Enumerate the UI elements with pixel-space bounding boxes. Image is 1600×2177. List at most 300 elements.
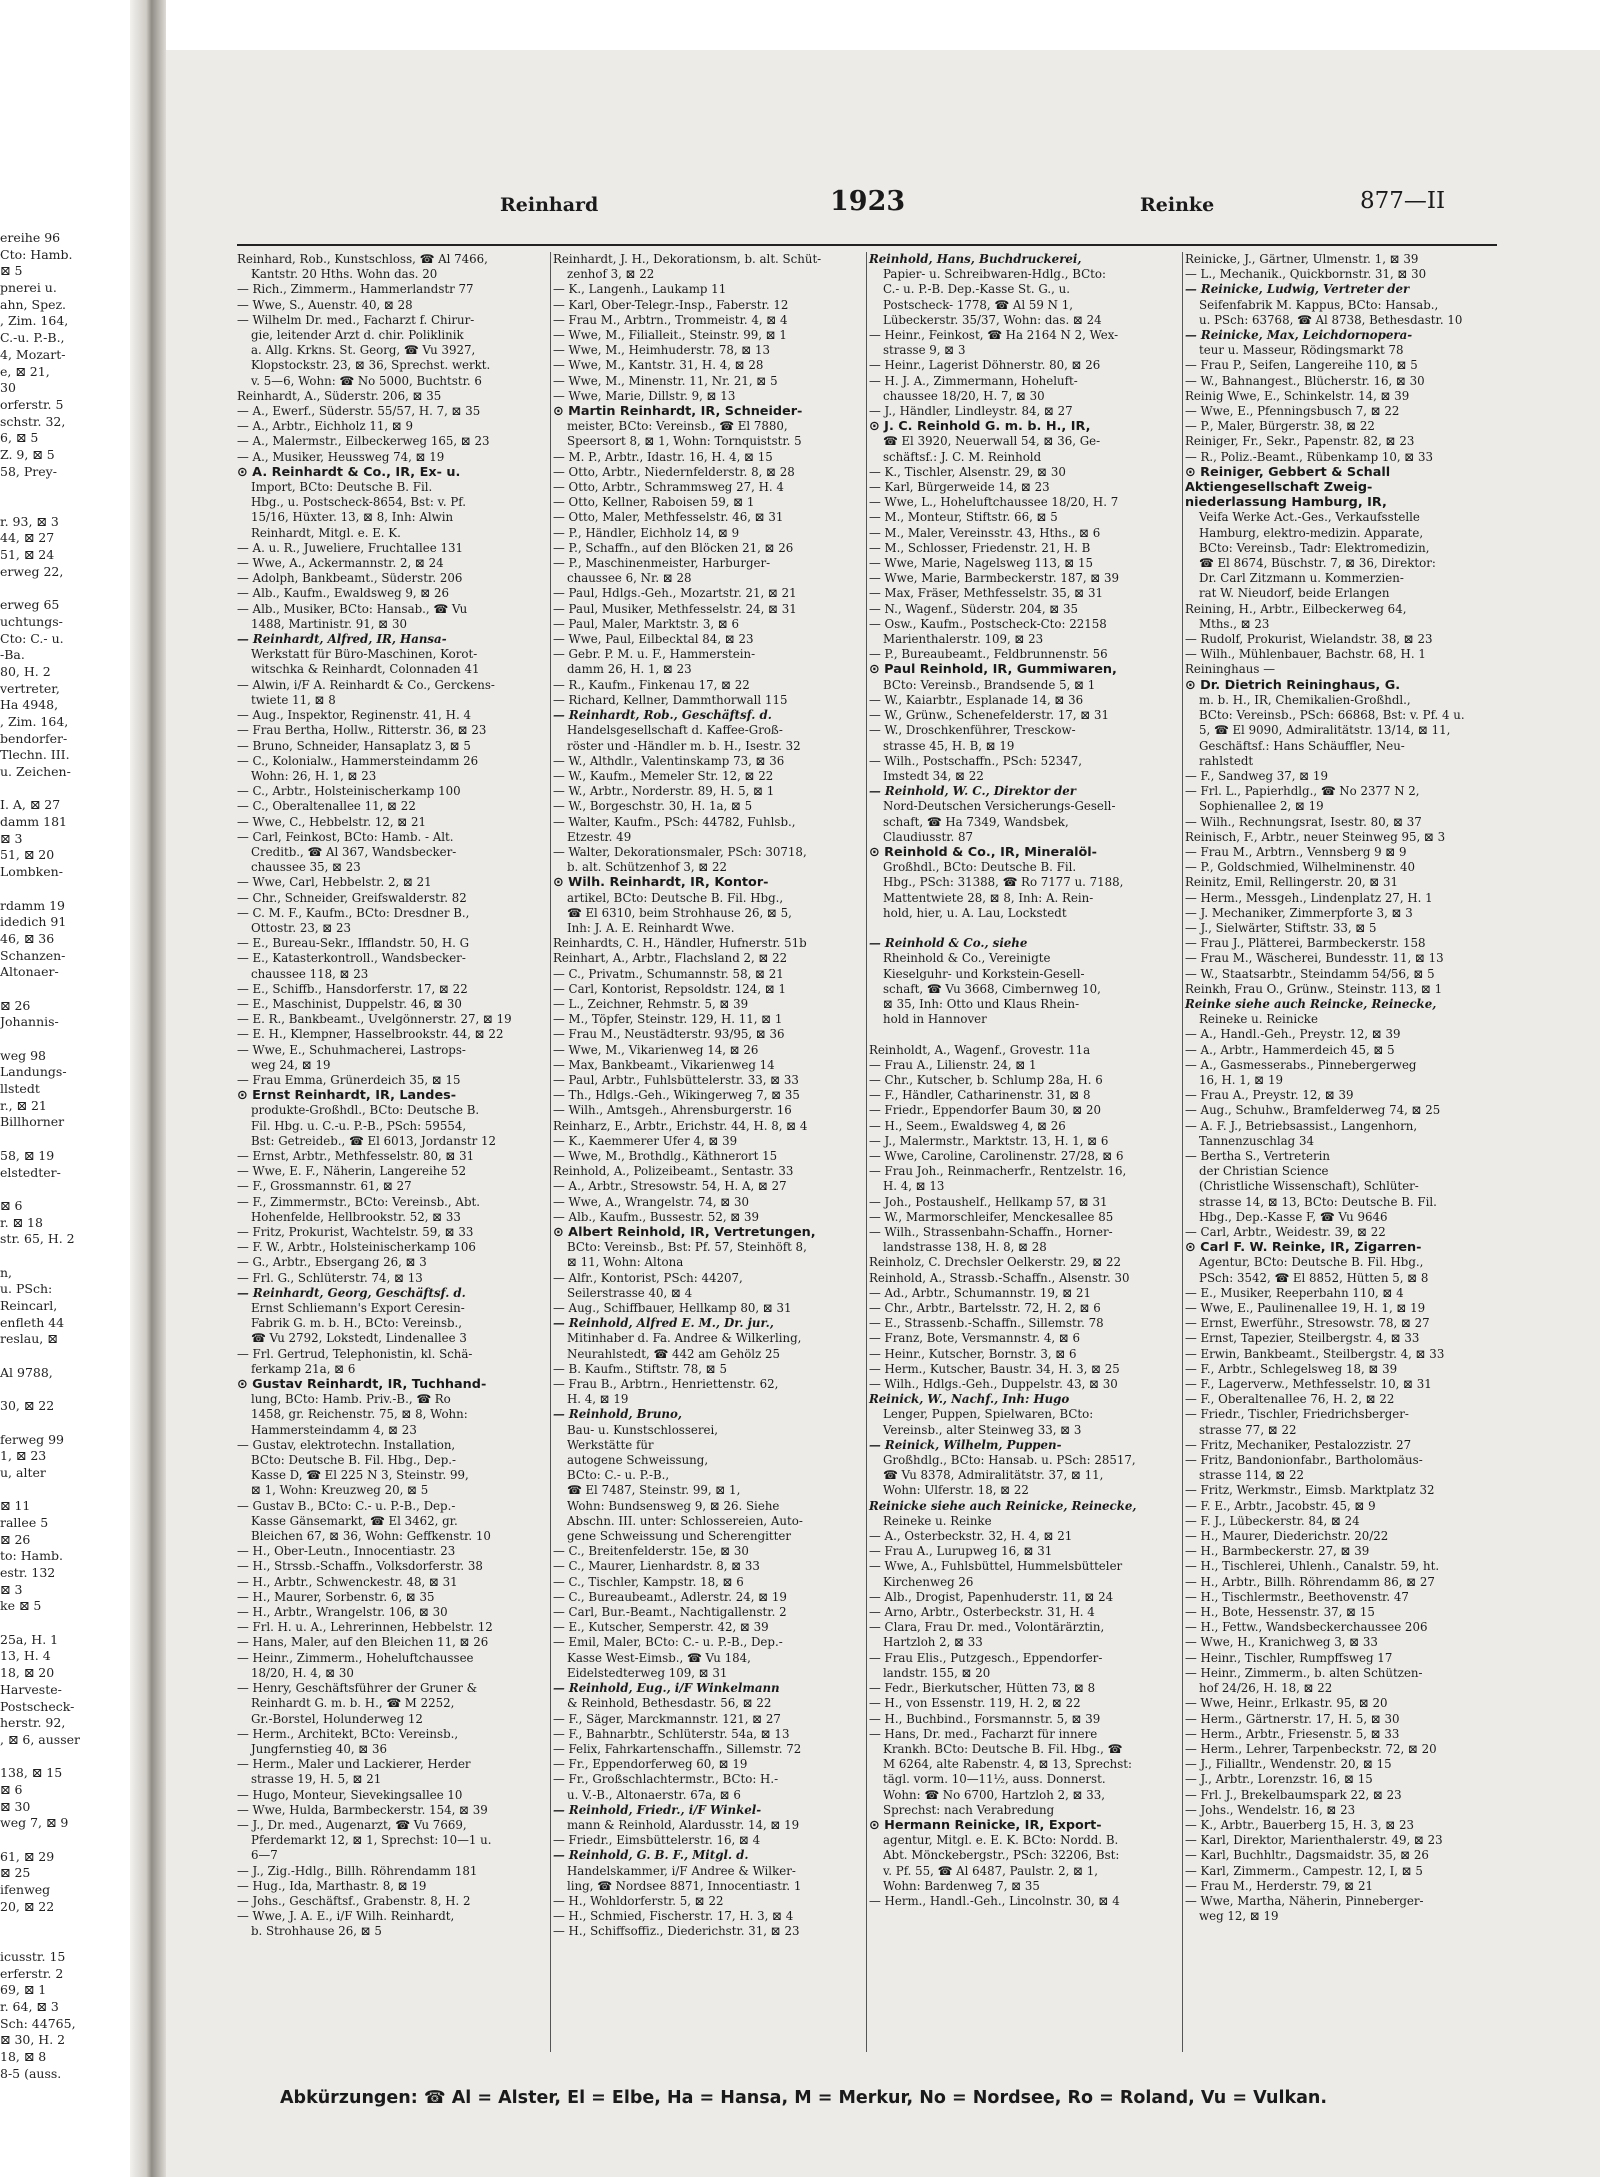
directory-entry-line: Kantstr. 20 Hths. Wohn das. 20	[251, 267, 438, 282]
directory-entry-line: — Frau J., Plätterei, Barmbeckerstr. 158	[1185, 936, 1426, 951]
fragment-line: C.-u. P.-B.,	[0, 330, 65, 346]
fragment-line: r. 93, ⊠ 3	[0, 513, 59, 529]
directory-entry-line: Reinholdt, A., Wagenf., Grovestr. 11a	[869, 1042, 1091, 1057]
fragment-line: Ha 4948,	[0, 697, 59, 713]
directory-entry-line: witschka & Reinhardt, Colonnaden 41	[251, 662, 480, 677]
directory-column-3	[869, 252, 1174, 2067]
directory-entry-line: — Wwe, Caroline, Carolinenstr. 27/28, ⊠ 6	[869, 1148, 1124, 1163]
fragment-line: idedich 91	[0, 914, 67, 930]
directory-entry-line: — Gebr. P. M. u. F., Hammerstein-	[553, 647, 756, 662]
directory-entry-line: — L., Mechanik., Quickbornstr. 31, ⊠ 30	[1185, 267, 1427, 282]
directory-entry-line: — Rich., Zimmerm., Hammerlandstr 77	[237, 282, 474, 297]
directory-entry-line: — H., Maurer, Sorbenstr. 6, ⊠ 35	[237, 1589, 435, 1604]
directory-entry-line: — Friedr., Eppendorfer Baum 30, ⊠ 20	[869, 1103, 1101, 1118]
directory-entry-line: — A., Arbtr., Hammerdeich 45, ⊠ 5	[1185, 1042, 1395, 1057]
directory-entry-line: landstr. 155, ⊠ 20	[883, 1665, 991, 1680]
directory-entry-line: ⊙ Ernst Reinhardt, IR, Landes-	[237, 1088, 457, 1104]
fragment-line: weg 98	[0, 1047, 46, 1063]
directory-entry-line: — Heinr., Zimmerm., Hoheluftchaussee	[237, 1650, 474, 1665]
directory-entry-line: Reinhold, A., Strassb.-Schaffn., Alsenstr. 30	[869, 1270, 1130, 1285]
directory-entry-line: — F., Säger, Marckmannstr. 121, ⊠ 27	[553, 1711, 781, 1726]
directory-entry-line: BCto: Vereinsb., Brandsende 5, ⊠ 1	[883, 677, 1096, 692]
fragment-line	[0, 1749, 128, 1766]
directory-entry-line: agentur, Mitgl. e. E. K. BCto: Nordd. B.	[883, 1833, 1119, 1848]
directory-entry-line: — F., Lagerverw., Methfesselstr. 10, ⊠ 31	[1185, 1377, 1432, 1392]
directory-entry-line: — Frau A., Lilienstr. 24, ⊠ 1	[869, 1057, 1037, 1072]
directory-entry-line: 1488, Martinistr. 91, ⊠ 30	[251, 616, 407, 631]
directory-entry-line: — H., Arbtr., Billh. Röhrendamm 86, ⊠ 27	[1185, 1574, 1435, 1589]
directory-entry-line: — Gustav B., BCto: C.- u. P.-B., Dep.-	[237, 1498, 456, 1513]
fragment-line: Z. 9, ⊠ 5	[0, 446, 55, 462]
directory-entry-line: — Wwe, A., Wrangelstr. 74, ⊠ 30	[553, 1194, 749, 1209]
fragment-line: 44, ⊠ 27	[0, 530, 55, 546]
directory-entry-line: ☎ Vu 8378, Admiralitätstr. 37, ⊠ 11,	[883, 1468, 1104, 1483]
directory-entry-line: — W., Grünw., Schenefelderstr. 17, ⊠ 31	[869, 708, 1109, 723]
directory-entry-line: — Wwe, L., Hoheluftchaussee 18/20, H. 7	[869, 495, 1119, 510]
directory-entry-line: Reinhard, Rob., Kunstschloss, ☎ Al 7466,	[237, 252, 488, 266]
directory-entry-line: — Heinr., Lagerist Döhnerstr. 80, ⊠ 26	[869, 358, 1101, 373]
fragment-line: Sch: 44765,	[0, 2015, 76, 2031]
directory-entry-line: — Wwe, Heinr., Erlkastr. 95, ⊠ 20	[1185, 1696, 1388, 1711]
fragment-line	[0, 881, 128, 898]
directory-entry-line: — Osw., Kaufm., Postscheck-Cto: 22158	[869, 616, 1107, 631]
directory-entry-line: — J., Zig.-Hdlg., Billh. Röhrendamm 181	[237, 1863, 478, 1878]
directory-entry-line: BCto: Vereinsb., Tadr: Elektromedizin,	[1199, 540, 1430, 555]
directory-entry-line: — Paul, Arbtr., Fuhlsbüttelerstr. 33, ⊠ 33	[553, 1072, 799, 1087]
directory-entry-line: Postscheck- 1778, ☎ Al 59 N 1,	[883, 297, 1073, 312]
fragment-line: , Zim. 164,	[0, 313, 69, 329]
directory-entry-line: — Wwe, E., Schuhmacherei, Lastrops-	[237, 1042, 466, 1057]
directory-entry-line: — R., Poliz.-Beamt., Rübenkamp 10, ⊠ 33	[1185, 449, 1434, 464]
fragment-line: u, alter	[0, 1464, 46, 1480]
directory-entry-line: — Walter, Kaufm., PSch: 44782, Fuhlsb.,	[553, 814, 796, 829]
directory-entry-line: strasse 45, H. B, ⊠ 19	[883, 738, 1015, 753]
fragment-line: Landungs-	[0, 1064, 67, 1080]
directory-entry-line: Imstedt 34, ⊠ 22	[883, 768, 984, 783]
directory-entry-line: — Wwe, Hulda, Barmbeckerstr. 154, ⊠ 39	[237, 1802, 488, 1817]
directory-entry-line: — H., Ober-Leutn., Innocentiastr. 23	[237, 1544, 456, 1559]
directory-entry-line: — Reinhardt, Rob., Geschäftsf. d.	[553, 708, 772, 723]
fragment-line: estr. 132	[0, 1565, 56, 1580]
fragment-line: damm 181	[0, 814, 67, 830]
directory-entry-line: — Reinhardt, Georg, Geschäftsf. d.	[237, 1285, 466, 1300]
directory-entry-line: Hbg., u. Postscheck-8654, Bst: v. Pf.	[251, 495, 466, 510]
directory-entry-line: H. 4, ⊠ 13	[883, 1179, 945, 1194]
directory-entry-line: gene Schweissung und Scherengitter	[567, 1529, 792, 1544]
directory-entry-line: — W., Bahnangest., Blücherstr. 16, ⊠ 30	[1185, 373, 1425, 388]
directory-entry-line: — P., Maschinenmeister, Harburger-	[553, 556, 771, 571]
directory-entry-line: ☎ El 7487, Steinstr. 99, ⊠ 1,	[567, 1483, 741, 1498]
header-right-name: Reinke	[1140, 194, 1215, 216]
fragment-line	[0, 981, 128, 998]
directory-entry-line: — J., Sielwärter, Stiftstr. 33, ⊠ 5	[1185, 920, 1377, 935]
directory-entry-line: Abt. Mönckebergstr., PSch: 32206, Bst:	[883, 1848, 1120, 1863]
directory-entry-line: Werkstätte für	[567, 1437, 654, 1452]
directory-entry-line: — Wwe, J. A. E., i/F Wilh. Reinhardt,	[237, 1909, 455, 1924]
directory-entry-line: ⊙ Martin Reinhardt, IR, Schneider-	[553, 404, 803, 420]
fragment-line	[0, 1932, 128, 1949]
directory-entry-line: — A., Arbtr., Stresowstr. 54, H. A, ⊠ 27	[553, 1179, 787, 1194]
directory-entry-line: — E., Musiker, Reeperbahn 110, ⊠ 4	[1185, 1285, 1404, 1300]
fragment-line: 25a, H. 1	[0, 1631, 59, 1647]
directory-entry-line: — H. J. A., Zimmermann, Hoheluft-	[869, 373, 1078, 388]
directory-entry-line	[869, 921, 1174, 936]
directory-entry-line: — F., Händler, Catharinenstr. 31, ⊠ 8	[869, 1088, 1091, 1103]
directory-entry-line: — K., Tischler, Alsenstr. 29, ⊠ 30	[869, 464, 1066, 479]
directory-entry-line: — Wwe, A., Fuhlsbüttel, Hummelsbütteler	[869, 1559, 1123, 1574]
directory-entry-line: — E., Schiffb., Hansdorferstr. 17, ⊠ 22	[237, 981, 468, 996]
fragment-line: r., ⊠ 21	[0, 1097, 47, 1113]
directory-entry-line: 16, H. 1, ⊠ 19	[1199, 1072, 1283, 1087]
directory-entry-line: — P., Schaffn., auf den Blöcken 21, ⊠ 26	[553, 540, 794, 555]
directory-entry-line: — Joh., Postaushelf., Hellkamp 57, ⊠ 31	[869, 1194, 1108, 1209]
directory-entry-line: — Reinhold, Eug., i/F Winkelmann	[553, 1681, 780, 1696]
directory-entry-line: Fabrik G. m. b. H., BCto: Vereinsb.,	[251, 1316, 463, 1331]
directory-entry-line: — K., Langenh., Laukamp 11	[553, 282, 727, 297]
directory-entry-line: — Wilh., Mühlenbauer, Bachstr. 68, H. 1	[1185, 647, 1426, 662]
directory-entry-line: Wohn: Bardenweg 7, ⊠ 35	[883, 1878, 1040, 1893]
fragment-line: ⊠ 3	[0, 1581, 23, 1597]
directory-entry-line: Reiniger, Fr., Sekr., Papenstr. 82, ⊠ 23	[1185, 434, 1415, 449]
fragment-line: elstedter-	[0, 1164, 61, 1180]
directory-entry-line: Reineke u. Reinicke	[1199, 1012, 1318, 1027]
fragment-line	[0, 1348, 128, 1365]
directory-entry-line: Vereinsb., alter Steinweg 33, ⊠ 3	[883, 1422, 1082, 1437]
fragment-line: 30, ⊠ 22	[0, 1398, 55, 1414]
fragment-line: 8-5 (auss.	[0, 2065, 62, 2081]
directory-columns	[237, 252, 1497, 2067]
directory-entry-line: — Wilh., Hdlgs.-Geh., Duppelstr. 43, ⊠ 30	[869, 1377, 1118, 1392]
directory-entry-line: Veifa Werke Act.-Ges., Verkaufsstelle	[1199, 510, 1420, 525]
directory-entry-line: — H., Schiffsoffiz., Diederichstr. 31, ⊠ 23	[553, 1924, 800, 1939]
fragment-line: to: Hamb.	[0, 1548, 63, 1564]
directory-entry-line: — Hugo, Monteur, Sievekingsallee 10	[237, 1787, 463, 1802]
directory-entry-line: Großhdlg., BCto: Hansab. u. PSch: 28517,	[883, 1453, 1136, 1468]
directory-entry-line: chaussee 35, ⊠ 23	[251, 860, 361, 875]
directory-entry-line: Werkstatt für Büro-Maschinen, Korot-	[251, 647, 478, 662]
directory-entry-line: — Reinhold & Co., siehe	[869, 936, 1028, 951]
directory-entry-line: Reinholz, C. Drechsler Oelkerstr. 29, ⊠ 22	[869, 1255, 1121, 1270]
directory-entry-line: — Otto, Arbtr., Niedernfelderstr. 8, ⊠ 28	[553, 464, 795, 479]
book-gutter	[130, 0, 166, 2177]
directory-entry-line: — Wwe, Martha, Näherin, Pinneberger-	[1185, 1893, 1424, 1908]
directory-entry-line: — F. W., Arbtr., Holsteinischerkamp 106	[237, 1240, 476, 1255]
directory-entry-line: autogene Schweissung,	[567, 1453, 709, 1468]
directory-entry-line: Reinicke, J., Gärtner, Ulmenstr. 1, ⊠ 39	[1185, 252, 1419, 266]
directory-entry-line: ⊙ Paul Reinhold, IR, Gummiwaren,	[869, 662, 1117, 678]
directory-entry-line: ⊙ Reiniger, Gebbert & Schall	[1185, 464, 1391, 480]
directory-entry-line: — Fritz, Mechaniker, Pestalozzistr. 27	[1185, 1437, 1412, 1452]
fragment-line: rdamm 19	[0, 897, 66, 913]
directory-entry-line: — Wwe, M., Brothdlg., Käthnerort 15	[553, 1148, 778, 1163]
fragment-line: 20, ⊠ 22	[0, 1898, 55, 1914]
directory-entry-line: — E., Kutscher, Semperstr. 42, ⊠ 39	[553, 1620, 769, 1635]
directory-entry-line: ⊙ Carl F. W. Reinke, IR, Zigarren-	[1185, 1240, 1422, 1256]
directory-entry-line: Agentur, BCto: Deutsche B. Fil. Hbg.,	[1199, 1255, 1424, 1270]
directory-entry-line: — W., Staatsarbtr., Steindamm 54/56, ⊠ 5	[1185, 966, 1435, 981]
directory-entry-line: 6—7	[251, 1848, 278, 1863]
fragment-line: enfleth 44	[0, 1314, 65, 1330]
directory-entry-line: — Fritz, Werkmstr., Eimsb. Marktplatz 32	[1185, 1483, 1435, 1498]
directory-entry-line: — Frau Elis., Putzgesch., Eppendorfer-	[869, 1650, 1103, 1665]
directory-entry-line: — E. H., Klempner, Hasselbrookstr. 44, ⊠ 22	[237, 1027, 504, 1042]
fragment-line: 30	[0, 380, 16, 396]
directory-entry-line: — Friedr., Tischler, Friedrichsberger-	[1185, 1407, 1409, 1422]
directory-entry-line: — Paul, Musiker, Methfesselstr. 24, ⊠ 31	[553, 601, 797, 616]
directory-entry-line: — H., Wohldorferstr. 5, ⊠ 22	[553, 1893, 724, 1908]
directory-entry-line: Hohenfelde, Hellbrookstr. 52, ⊠ 33	[251, 1209, 461, 1224]
directory-entry-line: — Wwe, E., Pfenningsbusch 7, ⊠ 22	[1185, 404, 1400, 419]
directory-entry-line: — Wwe, H., Kranichweg 3, ⊠ 33	[1185, 1635, 1378, 1650]
directory-entry-line: Eidelstedterweg 109, ⊠ 31	[567, 1665, 728, 1680]
directory-entry-line: — Reinicke, Max, Leichdornopera-	[1185, 328, 1413, 343]
directory-entry-line: — A., Musiker, Heussweg 74, ⊠ 19	[237, 449, 445, 464]
directory-entry-line: Lübeckerstr. 35/37, Wohn: das. ⊠ 24	[883, 312, 1102, 327]
fragment-line: 51, ⊠ 20	[0, 847, 55, 863]
directory-entry-line: — Aug., Inspektor, Reginenstr. 41, H. 4	[237, 708, 471, 723]
directory-entry-line: Geschäftsf.: Hans Schäuffler, Neu-	[1199, 738, 1405, 753]
fragment-line: r. 64, ⊠ 3	[0, 1998, 59, 2014]
directory-entry-line: — Aug., Schiffbauer, Hellkamp 80, ⊠ 31	[553, 1301, 792, 1316]
directory-entry-line: produkte-Großhdl., BCto: Deutsche B.	[251, 1103, 480, 1118]
directory-entry-line: — J., Arbtr., Lorenzstr. 16, ⊠ 15	[1185, 1772, 1373, 1787]
directory-entry-line: Ottostr. 23, ⊠ 23	[251, 920, 352, 935]
directory-entry-line: Tannenzuschlag 34	[1199, 1133, 1314, 1148]
directory-entry-line: — Frau Joh., Reinmacherfr., Rentzelstr. 16,	[869, 1164, 1127, 1179]
fragment-line: uchtungs-	[0, 613, 63, 629]
directory-entry-line: Reininghaus —	[1185, 662, 1275, 677]
directory-entry-line: Bau- u. Kunstschlosserei,	[567, 1422, 719, 1437]
directory-entry-line: — Fritz, Bandonionfabr., Bartholomäus-	[1185, 1453, 1423, 1468]
directory-entry-line: m. b. H., IR, Chemikalien-Großhdl.,	[1199, 692, 1411, 707]
directory-entry-line: — Wwe, M., Vikarienweg 14, ⊠ 26	[553, 1042, 759, 1057]
fragment-line: 69, ⊠ 1	[0, 1982, 47, 1998]
fragment-line: ferweg 99	[0, 1431, 64, 1447]
fragment-line: ⊠ 26	[0, 1531, 31, 1547]
fragment-line: n,	[0, 1264, 13, 1280]
directory-entry-line: — W., Kaiarbtr., Esplanade 14, ⊠ 36	[869, 692, 1084, 707]
directory-entry-line: — Carl, Arbtr., Weidestr. 39, ⊠ 22	[1185, 1225, 1386, 1239]
directory-entry-line: — H., Bote, Hessenstr. 37, ⊠ 15	[1185, 1605, 1375, 1620]
page-number: 877—II	[1360, 188, 1446, 214]
directory-entry-line: — F., Bahnarbtr., Schlüterstr. 54a, ⊠ 13	[553, 1726, 790, 1741]
directory-entry-line: Rheinhold & Co., Vereinigte	[883, 951, 1051, 966]
directory-entry-line: — Wwe, Marie, Barmbeckerstr. 187, ⊠ 39	[869, 571, 1119, 586]
fragment-line: Johannis-	[0, 1014, 59, 1030]
directory-entry-line: Mitinhaber d. Fa. Andree & Wilkerling,	[567, 1331, 802, 1346]
directory-entry-line: — C., Bureaubeamt., Adlerstr. 24, ⊠ 19	[553, 1589, 787, 1604]
directory-entry-line: — Carl, Feinkost, BCto: Hamb. - Alt.	[237, 829, 454, 844]
fragment-line: ⊠ 25	[0, 1865, 31, 1881]
directory-entry-line: — P., Goldschmied, Wilhelminenstr. 40	[1185, 860, 1416, 875]
directory-entry-line: tägl. vorm. 10—11½, auss. Donnerst.	[883, 1772, 1106, 1787]
directory-entry-line: Etzestr. 49	[567, 829, 632, 844]
directory-entry-line: — Wwe, M., Kantstr. 31, H. 4, ⊠ 28	[553, 358, 764, 373]
directory-entry-line: — Friedr., Eimsbüttelerstr. 16, ⊠ 4	[553, 1833, 761, 1848]
directory-entry-line: Reinhardt, J. H., Dekorationsm, b. alt. Schüt-	[553, 252, 822, 266]
directory-entry-line: Bleichen 67, ⊠ 36, Wohn: Geffkenstr. 10	[251, 1529, 491, 1544]
directory-entry-line: Creditb., ☎ Al 367, Wandsbecker-	[251, 844, 457, 859]
directory-entry-line: ⊙ J. C. Reinhold G. m. b. H., IR,	[869, 419, 1091, 435]
directory-entry-line: röster und -Händler m. b. H., Isestr. 32	[567, 738, 801, 753]
directory-entry-line: — Herm., Gärtnerstr. 17, H. 5, ⊠ 30	[1185, 1711, 1400, 1726]
directory-entry-line: — Wwe, M., Heimhuderstr. 78, ⊠ 13	[553, 343, 770, 358]
abbreviation-legend: Abkürzungen: ☎ Al = Alster, El = Elbe, Ha = Hansa, M = Merkur, No = Nordsee, Ro = Roland, Vu = Vulkan.	[280, 2088, 1328, 2108]
directory-entry-line: — B. Kaufm., Stiftstr. 78, ⊠ 5	[553, 1361, 727, 1376]
directory-entry-line: & Reinhold, Bethesdastr. 56, ⊠ 22	[567, 1696, 772, 1711]
directory-entry-line: — E., Strassenb.-Schaffn., Sillemstr. 78	[869, 1316, 1104, 1331]
directory-entry-line: — Wwe, A., Ackermannstr. 2, ⊠ 24	[237, 556, 444, 571]
directory-entry-line: landstrasse 138, H. 8, ⊠ 28	[883, 1240, 1047, 1255]
directory-entry-line: Abschn. III. unter: Schlossereien, Auto-	[567, 1513, 803, 1528]
fragment-line: icusstr. 15	[0, 1948, 66, 1964]
directory-entry-line: — Carl, Kontorist, Repsoldstr. 124, ⊠ 1	[553, 981, 786, 996]
directory-entry-line: Claudiusstr. 87	[883, 829, 974, 844]
directory-entry-line: Reining, H., Arbtr., Eilbeckerweg 64,	[1185, 601, 1407, 616]
directory-entry-line: — Frl. J., Brekelbaumspark 22, ⊠ 23	[1185, 1787, 1402, 1802]
fragment-line: r. ⊠ 18	[0, 1214, 43, 1230]
directory-entry-line: — Reinhold, Bruno,	[553, 1407, 682, 1422]
fragment-line: Al 9788,	[0, 1364, 53, 1380]
fragment-line: Cto: Hamb.	[0, 246, 73, 262]
directory-entry-line: ling, ☎ Nordsee 8871, Innocentiastr. 1	[567, 1878, 802, 1893]
directory-entry-line: — Alb., Kaufm., Bussestr. 52, ⊠ 39	[553, 1209, 760, 1224]
directory-entry-line: — Felix, Fahrkartenschaffn., Sillemstr. 72	[553, 1741, 802, 1756]
directory-entry-line: — Karl, Bürgerweide 14, ⊠ 23	[869, 480, 1050, 495]
directory-entry-line: — Adolph, Bankbeamt., Süderstr. 206	[237, 571, 463, 586]
directory-entry-line: — Walter, Dekorationsmaler, PSch: 30718,	[553, 844, 807, 859]
directory-entry-line: v. Pf. 55, ☎ Al 6487, Paulstr. 2, ⊠ 1,	[883, 1863, 1099, 1878]
directory-entry-line: Speersort 8, ⊠ 1, Wohn: Tornquiststr. 5	[567, 434, 802, 449]
directory-entry-line: — Heinr., Tischler, Rumpffsweg 17	[1185, 1650, 1393, 1665]
directory-entry-line: — A. u. R., Juweliere, Fruchtallee 131	[237, 540, 464, 555]
directory-entry-line: — Frau A., Preystr. 12, ⊠ 39	[1185, 1088, 1354, 1103]
directory-entry-line: b. Strohhause 26, ⊠ 5	[251, 1924, 382, 1939]
fragment-line: llstedt	[0, 1081, 40, 1097]
header-rule	[237, 244, 1497, 246]
directory-entry-line: Neurahlstedt, ☎ 442 am Gehölz 25	[567, 1346, 781, 1361]
directory-entry-line: — Frau Bertha, Hollw., Ritterstr. 36, ⊠ 23	[237, 723, 487, 738]
directory-entry-line: Kasse West-Eimsb., ☎ Vu 184,	[567, 1650, 751, 1665]
directory-entry-line: — Karl, Direktor, Marienthalerstr. 49, ⊠ 23	[1185, 1833, 1443, 1848]
directory-entry-line: — Frau M., Wäscherei, Bundesstr. 11, ⊠ 13	[1185, 951, 1444, 966]
directory-entry-line: — Th., Hdlgs.-Geh., Wikingerweg 7, ⊠ 35	[553, 1088, 800, 1103]
directory-entry-line: Reinig Wwe, E., Schinkelstr. 14, ⊠ 39	[1185, 388, 1410, 403]
directory-entry-line: — A., Gasmesserabs., Pinnebergerweg	[1185, 1057, 1417, 1072]
directory-entry-line: — Reinhardt, Alfred, IR, Hansa-	[237, 632, 447, 647]
directory-entry-line: — Frau A., Lurupweg 16, ⊠ 31	[869, 1544, 1053, 1559]
directory-entry-line: — F. E., Arbtr., Jacobstr. 45, ⊠ 9	[1185, 1498, 1376, 1513]
directory-entry-line: — Ernst, Ewerführ., Stresowstr. 78, ⊠ 27	[1185, 1316, 1430, 1331]
directory-entry-line: — Herm., Maler und Lackierer, Herder	[237, 1757, 471, 1772]
directory-entry-line: — Chr., Arbtr., Bartelsstr. 72, H. 2, ⊠ 6	[869, 1301, 1101, 1316]
directory-entry-line: v. 5—6, Wohn: ☎ No 5000, Buchtstr. 6	[251, 373, 482, 388]
directory-entry-line: — F., Sandweg 37, ⊠ 19	[1185, 768, 1328, 783]
directory-entry-line: BCto: Vereinsb., Bst: Pf. 57, Steinhöft 8,	[567, 1240, 807, 1255]
fragment-line: 138, ⊠ 15	[0, 1765, 63, 1781]
directory-entry-line: — Karl, Zimmerm., Campestr. 12, I, ⊠ 5	[1185, 1863, 1423, 1878]
directory-entry-line: Reinke siehe auch Reincke, Reinecke,	[1185, 996, 1437, 1011]
directory-entry-line: — Frau M., Neustädterstr. 93/95, ⊠ 36	[553, 1027, 785, 1042]
directory-entry-line: niederlassung Hamburg, IR,	[1185, 495, 1387, 511]
directory-entry-line: Reinhart, A., Arbtr., Flachsland 2, ⊠ 22	[553, 951, 788, 966]
directory-entry-line: Sophienallee 2, ⊠ 19	[1199, 799, 1324, 814]
directory-entry-line: — Chr., Kutscher, b. Schlump 28a, H. 6	[869, 1072, 1103, 1087]
directory-entry-line: — Emil, Maler, BCto: C.- u. P.-B., Dep.-	[553, 1635, 783, 1650]
directory-entry-line: lung, BCto: Hamb. Priv.-B., ☎ Ro	[251, 1392, 451, 1407]
directory-entry-line: Reinitz, Emil, Rellingerstr. 20, ⊠ 31	[1185, 875, 1399, 890]
directory-entry-line: — M., Schlosser, Friedenstr. 21, H. B	[869, 540, 1091, 555]
directory-entry-line: — Franz, Bote, Versmannstr. 4, ⊠ 6	[869, 1331, 1081, 1346]
directory-entry-line: twiete 11, ⊠ 8	[251, 692, 336, 707]
fragment-line: Billhorner	[0, 1114, 65, 1130]
directory-entry-line: H. 4, ⊠ 19	[567, 1392, 629, 1407]
directory-entry-line: — R., Kaufm., Finkenau 17, ⊠ 22	[553, 677, 750, 692]
directory-entry-line: ☎ El 8674, Büschstr. 7, ⊠ 36, Direktor:	[1199, 556, 1436, 571]
directory-entry-line: Reinicke siehe auch Reinicke, Reinecke,	[869, 1498, 1137, 1513]
directory-entry-line: Reinhardt, Mitgl. e. E. K.	[251, 525, 401, 540]
directory-entry-line: — Wilhelm Dr. med., Facharzt f. Chirur-	[237, 312, 475, 327]
fragment-line: herstr. 92,	[0, 1715, 66, 1731]
fragment-line: 58, ⊠ 19	[0, 1147, 55, 1163]
directory-entry-line: — Reinhold, G. B. F., Mitgl. d.	[553, 1848, 749, 1863]
directory-entry-line: — Reinhold, W. C., Direktor der	[869, 784, 1077, 799]
directory-entry-line: — Wilh., Postschaffn., PSch: 52347,	[869, 753, 1082, 768]
directory-entry-line: — A., Malermstr., Eilbeckerweg 165, ⊠ 23	[237, 434, 490, 449]
directory-entry-line: — Max, Bankbeamt., Vikarienweg 14	[553, 1057, 775, 1072]
directory-entry-line: 18/20, H. 4, ⊠ 30	[251, 1665, 354, 1680]
directory-entry-line: — W., Kaufm., Memeler Str. 12, ⊠ 22	[553, 768, 774, 783]
directory-entry-line: — Herm., Lehrer, Tarpenbeckstr. 72, ⊠ 20	[1185, 1741, 1437, 1756]
fragment-line: 1, ⊠ 23	[0, 1448, 47, 1464]
directory-entry-line: — Wwe, E., Paulinenallee 19, H. 1, ⊠ 19	[1185, 1301, 1426, 1316]
directory-entry-line: — Hans, Maler, auf den Bleichen 11, ⊠ 26	[237, 1635, 489, 1650]
fragment-line: 58, Prey-	[0, 463, 57, 479]
fragment-line	[0, 781, 128, 798]
directory-entry-line: — C., Kolonialw., Hammersteindamm 26	[237, 753, 479, 768]
directory-entry-line: — Rudolf, Prokurist, Wielandstr. 38, ⊠ 23	[1185, 632, 1433, 647]
directory-entry-line: — Wilh., Rechnungsrat, Isestr. 80, ⊠ 37	[1185, 814, 1422, 829]
directory-entry-line: — A., Arbtr., Eichholz 11, ⊠ 9	[237, 419, 414, 434]
directory-entry-line: — Carl, Bur.-Beamt., Nachtigallenstr. 2	[553, 1605, 787, 1620]
directory-entry-line: — F., Grossmannstr. 61, ⊠ 27	[237, 1179, 412, 1194]
directory-entry-line: BCto: Vereinsb., PSch: 66868, Bst: v. Pf. 4 u.	[1199, 708, 1465, 723]
directory-entry-line: strasse 77, ⊠ 22	[1199, 1422, 1297, 1437]
directory-entry-line: — W., Althdlr., Valentinskamp 73, ⊠ 36	[553, 753, 785, 768]
directory-entry-line: — Frl. Gertrud, Telephonistin, kl. Schä-	[237, 1346, 473, 1361]
directory-entry-line: — H., von Essenstr. 119, H. 2, ⊠ 22	[869, 1696, 1081, 1711]
directory-entry-line: — A., Osterbeckstr. 32, H. 4, ⊠ 21	[869, 1529, 1073, 1544]
directory-entry-line: Reinhold, Hans, Buchdruckerei,	[869, 252, 1082, 266]
directory-entry-line: Mattentwiete 28, ⊠ 8, Inh: A. Rein-	[883, 890, 1094, 905]
directory-entry-line: — Alb., Kaufm., Ewaldsweg 9, ⊠ 26	[237, 586, 450, 601]
directory-entry-line: — Fedr., Bierkutscher, Hütten 73, ⊠ 8	[869, 1681, 1096, 1696]
directory-entry-line: Wohn: Bundsensweg 9, ⊠ 26. Siehe	[567, 1498, 780, 1513]
directory-entry-line: — K., Arbtr., Bauerberg 15, H. 3, ⊠ 23	[1185, 1817, 1414, 1832]
directory-entry-line: Kirchenweg 26	[883, 1574, 974, 1589]
directory-entry-line: ⊙ Albert Reinhold, IR, Vertretungen,	[553, 1225, 816, 1240]
directory-entry-line: — H., Maurer, Diederichstr. 20/22	[1185, 1529, 1389, 1544]
directory-entry-line: — P., Maler, Bürgerstr. 38, ⊠ 22	[1185, 419, 1375, 434]
directory-entry-line: — C., Maurer, Lienhardstr. 8, ⊠ 33	[553, 1559, 760, 1574]
directory-entry-line: — Herm., Arbtr., Friesenstr. 5, ⊠ 33	[1185, 1726, 1400, 1741]
directory-entry-line: — C., Privatm., Schumannstr. 58, ⊠ 21	[553, 966, 784, 981]
fragment-line: I. A, ⊠ 27	[0, 797, 61, 813]
directory-entry-line: — Karl, Buchhltr., Dagsmaidstr. 35, ⊠ 26	[1185, 1848, 1429, 1863]
directory-entry-line: — Wwe, Marie, Nagelsweg 113, ⊠ 15	[869, 556, 1094, 571]
fragment-line: 6, ⊠ 5	[0, 430, 39, 446]
fragment-line: ⊠ 6	[0, 1197, 23, 1213]
